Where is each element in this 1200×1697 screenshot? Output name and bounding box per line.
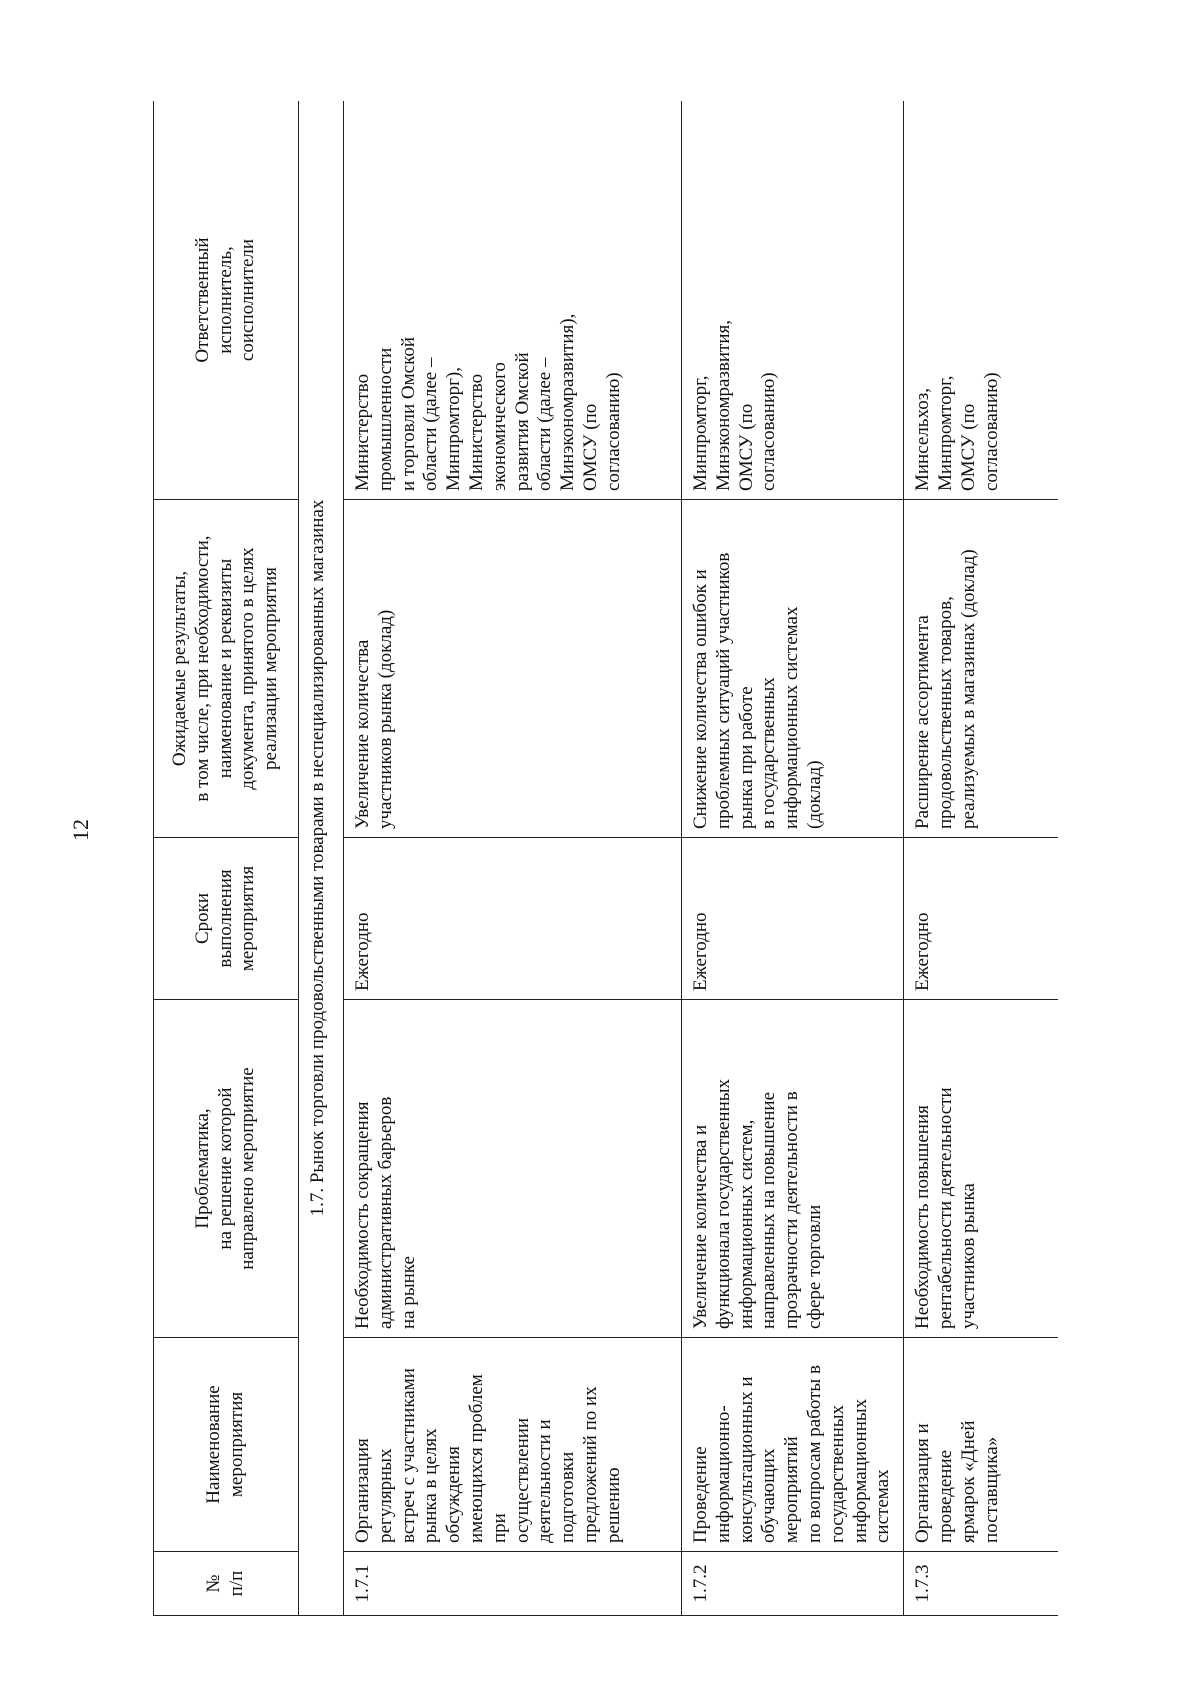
header-terms: Сроки выполнения мероприятия — [154, 838, 299, 1000]
row-terms: Ежегодно — [682, 838, 904, 1000]
row-problem: Необходимость сокращения административных барьеров на рынке — [344, 1000, 682, 1338]
rotated-table-box — [153, 101, 1058, 1616]
header-num: № п/п — [154, 1552, 299, 1616]
row-num: 1.7.1 — [344, 1552, 682, 1616]
table-row — [904, 101, 1058, 1616]
row-executor: Минсельхоз, Минпромторг, ОМСУ (по согласованию) — [904, 101, 1058, 500]
table-row — [682, 101, 904, 1616]
row-executor: Минпромторг, Минэкономразвития, ОМСУ (по согласованию) — [682, 101, 904, 500]
row-problem: Увеличение количества и функционала государственных информационных систем, направленных на повышение прозрачности деятельности в сфере торговли — [682, 1000, 904, 1338]
row-results: Расширение ассортимента продовольственных товаров, реализуемых в магазинах (доклад) — [904, 500, 1058, 838]
section-title: 1.7. Рынок торговли продовольственными товарами в неспециализированных магазинах — [299, 101, 344, 1616]
page-number: 12 — [68, 819, 93, 841]
header-name: Наименование мероприятия — [154, 1338, 299, 1552]
header-results: Ожидаемые результаты, в том числе, при необходимости, наименование и реквизиты документа, принятого в целях реализации мероприятия — [154, 500, 299, 838]
row-num: 1.7.3 — [904, 1552, 1058, 1616]
row-name: Организация и проведение ярмарок «Дней поставщика» — [904, 1338, 1058, 1552]
row-num: 1.7.2 — [682, 1552, 904, 1616]
row-problem: Необходимость повышения рентабельности деятельности участников рынка — [904, 1000, 1058, 1338]
section-row — [299, 101, 344, 1616]
row-executor: Министерство промышленности и торговли Омской области (далее – Минпромторг), Министерство экономического развития Омской области (далее – Минэкономразвития), ОМСУ (по согласованию) — [344, 101, 682, 500]
row-terms: Ежегодно — [904, 838, 1058, 1000]
table-header-row — [154, 101, 299, 1616]
row-results: Снижение количества ошибок и проблемных ситуаций участников рынка при работе в государственных информационных системах (доклад) — [682, 500, 904, 838]
table-row — [344, 101, 682, 1616]
row-results: Увеличение количества участников рынка (доклад) — [344, 500, 682, 838]
header-executor: Ответственный исполнитель, соисполнители — [154, 101, 299, 500]
row-terms: Ежегодно — [344, 838, 682, 1000]
rotated-table-frame — [153, 101, 1058, 1616]
action-plan-table — [153, 101, 1058, 1616]
header-problem: Проблематика, на решение которой направлено мероприятие — [154, 1000, 299, 1338]
row-name: Организация регулярных встреч с участниками рынка в целях обсуждения имеющихся проблем при осуществлении деятельности и подготовки предложений по их решению — [344, 1338, 682, 1552]
row-name: Проведение информационно- консультационных и обучающих мероприятий по вопросам работы в государственных информационных системах — [682, 1338, 904, 1552]
